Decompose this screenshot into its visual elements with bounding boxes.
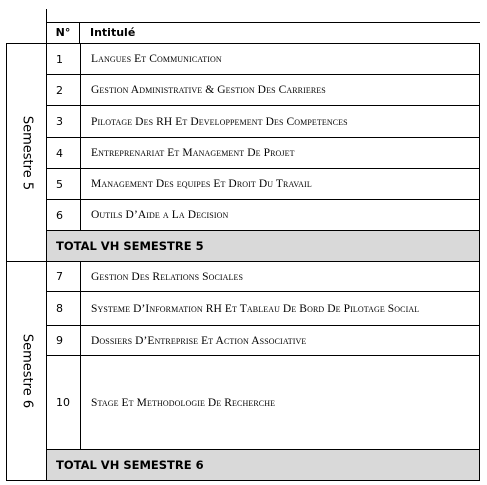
row-title: Langues Et Communication (91, 53, 222, 65)
total-semester-5: TOTAL VH SEMESTRE 5 (46, 231, 480, 262)
table-row (46, 43, 480, 75)
total-semester-6: TOTAL VH SEMESTRE 6 (46, 450, 480, 481)
row-title: Stage Et Methodologie De Recherche (91, 396, 276, 409)
semester-6-label: Semestre 6 (19, 333, 34, 409)
row-title: Gestion Des Relations Sociales (91, 270, 244, 283)
row-number: 7 (47, 262, 81, 291)
table-row (46, 75, 480, 106)
row-number: 2 (47, 75, 81, 105)
row-number: 3 (47, 106, 81, 137)
table-row (46, 292, 480, 326)
row-title: Dossiers D’Entreprise Et Action Associative (91, 334, 307, 347)
table-row (46, 138, 480, 169)
semester-5-cell (6, 43, 46, 262)
row-number: 8 (47, 292, 81, 325)
header-title: Intitulé (90, 26, 136, 39)
row-number: 10 (47, 356, 81, 449)
table-row (46, 200, 480, 231)
row-number: 5 (47, 169, 81, 199)
row-title: Outils D’Aide a La Decision (91, 209, 229, 221)
row-number: 6 (47, 200, 81, 230)
table-row (46, 356, 480, 450)
table-row (46, 326, 480, 356)
row-title: Management Des equipes Et Droit Du Travail (91, 178, 312, 190)
row-title: Entreprenariat Et Management De Projet (91, 147, 295, 159)
table-row (46, 169, 480, 200)
row-title: Systeme D’Information RH Et Tableau De Bord De Pilotage Social (91, 302, 420, 315)
row-number: 1 (47, 44, 81, 74)
header-top-stub (46, 9, 47, 22)
table-row (46, 262, 480, 292)
row-number: 9 (47, 326, 81, 355)
row-title: Gestion Administrative & Gestion Des Carrieres (91, 84, 326, 96)
semester-5-label: Semestre 5 (19, 115, 34, 190)
table-row (46, 106, 480, 138)
row-title: Pilotage Des RH Et Developpement Des Competences (91, 115, 348, 128)
semester-6-cell (6, 261, 46, 481)
header-num: N° (47, 22, 80, 43)
row-number: 4 (47, 138, 81, 168)
